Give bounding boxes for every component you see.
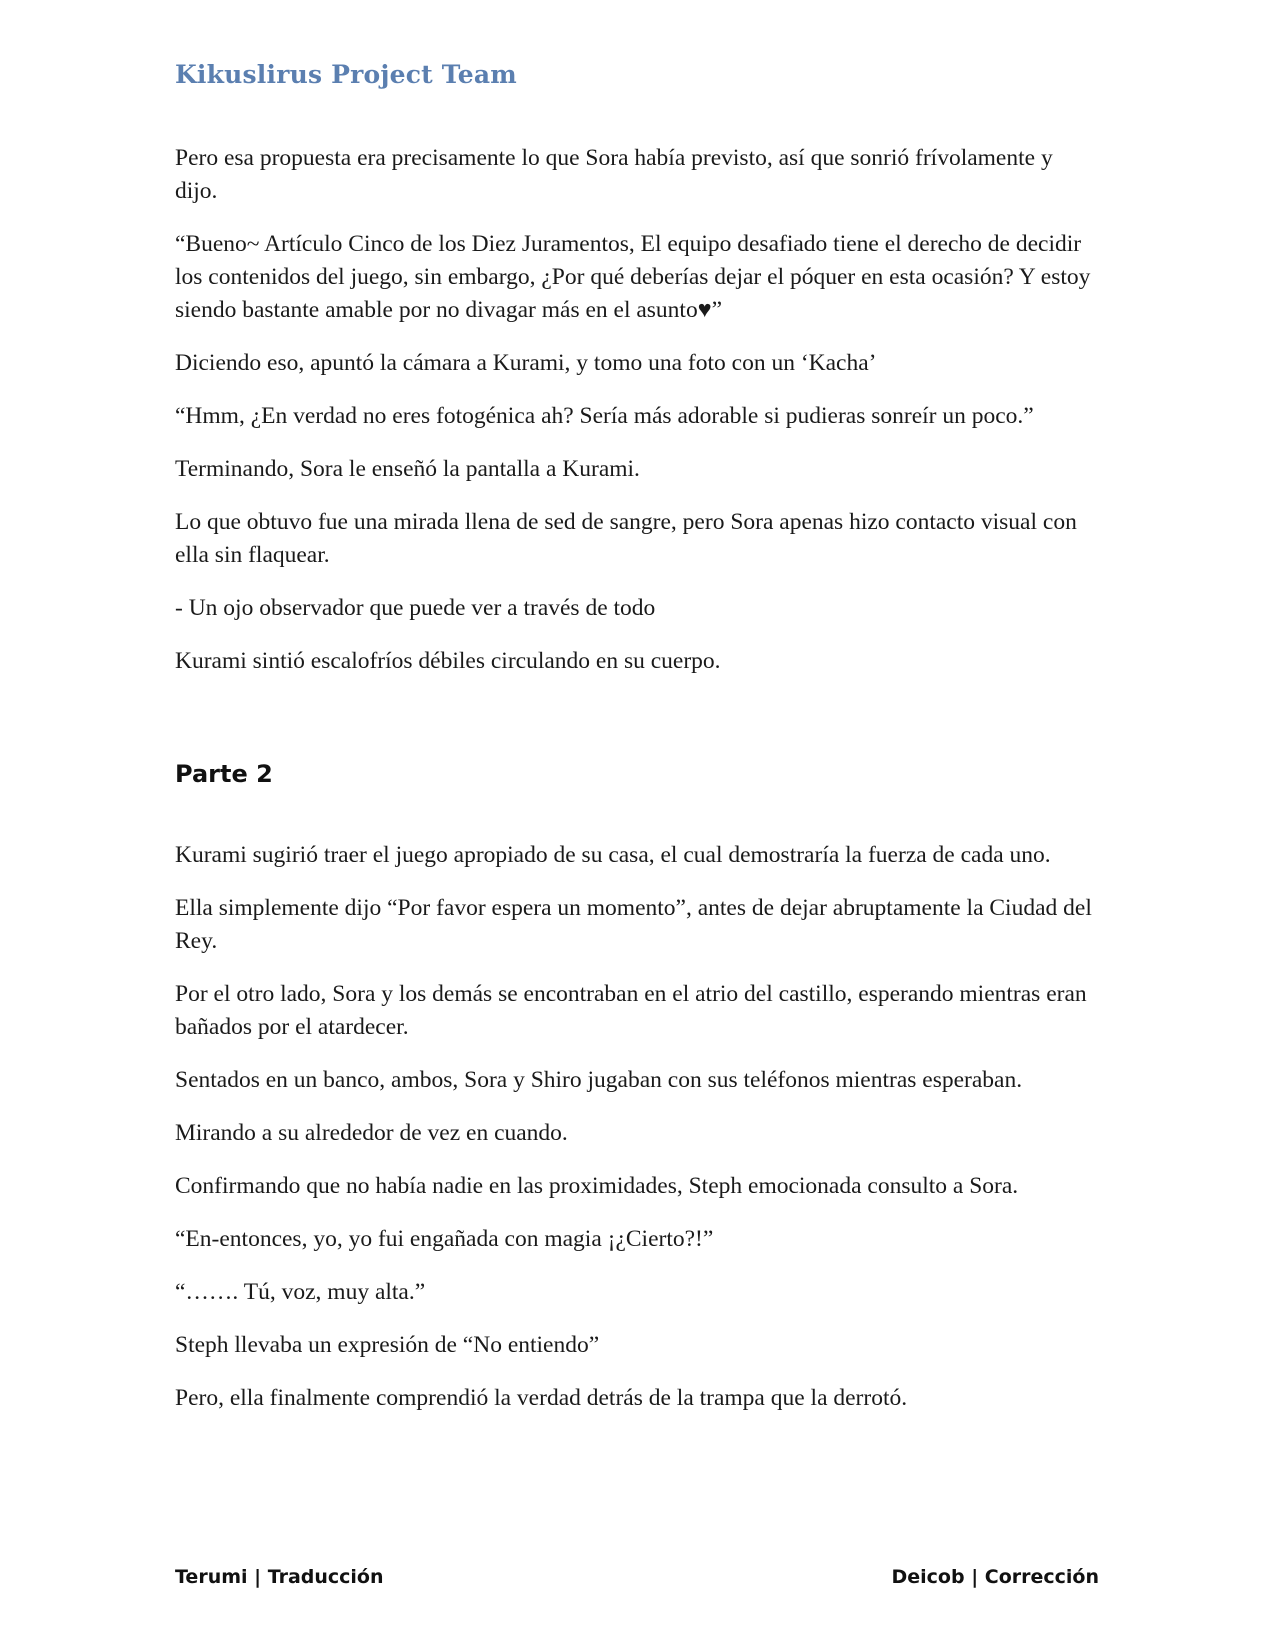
paragraph: - Un ojo observador que puede ver a través de todo: [175, 595, 656, 621]
paragraph: “……. Tú, voz, muy alta.”: [175, 1279, 426, 1305]
paragraph: “Hmm, ¿En verdad no eres fotogénica ah? Sería más adorable si pudieras sonreír un poco.”: [175, 403, 1034, 429]
paragraph: “Bueno~ Artículo Cinco de los Diez Juramentos, El equipo desafiado tiene el derecho de decidir los contenidos del juego, sin embargo, ¿Por qué deberías dejar el póquer en esta ocasión? Y estoy siendo bastante amable por no divagar más en el asunto♥”: [175, 231, 1091, 323]
footer-credit-translation: Terumi | Traducción: [175, 1566, 384, 1588]
paragraph: Mirando a su alrededor de vez en cuando.: [175, 1120, 568, 1146]
paragraph: “En-entonces, yo, yo fui engañada con magia ¡¿Cierto?!”: [175, 1226, 714, 1252]
section-1-body: [175, 142, 1100, 698]
paragraph: Pero, ella finalmente comprendió la verdad detrás de la trampa que la derrotó.: [175, 1385, 908, 1411]
paragraph: Sentados en un banco, ambos, Sora y Shiro jugaban con sus teléfonos mientras esperaban.: [175, 1067, 1023, 1093]
paragraph: Diciendo eso, apuntó la cámara a Kurami, y tomo una foto con un ‘Kacha’: [175, 350, 877, 376]
paragraph: Lo que obtuvo fue una mirada llena de sed de sangre, pero Sora apenas hizo contacto visual con ella sin flaquear.: [175, 509, 1077, 568]
footer-credit-correction: Deicob | Corrección: [891, 1566, 1099, 1588]
paragraph: Pero esa propuesta era precisamente lo que Sora había previsto, así que sonrió frívolamente y dijo.: [175, 145, 1053, 204]
header-title: Kikuslirus Project Team: [175, 60, 517, 89]
section-heading: Parte 2: [175, 760, 273, 788]
paragraph: Por el otro lado, Sora y los demás se encontraban en el atrio del castillo, esperando mientras eran bañados por el atardecer.: [175, 981, 1087, 1040]
paragraph: Ella simplemente dijo “Por favor espera un momento”, antes de dejar abruptamente la Ciudad del Rey.: [175, 895, 1092, 954]
paragraph: Kurami sugirió traer el juego apropiado de su casa, el cual demostraría la fuerza de cada uno.: [175, 842, 1051, 868]
paragraph: Confirmando que no había nadie en las proximidades, Steph emocionada consulto a Sora.: [175, 1173, 1019, 1199]
paragraph: Steph llevaba un expresión de “No entiendo”: [175, 1332, 600, 1358]
paragraph: Kurami sintió escalofríos débiles circulando en su cuerpo.: [175, 648, 721, 674]
section-2-body: [175, 839, 1100, 1435]
paragraph: Terminando, Sora le enseñó la pantalla a Kurami.: [175, 456, 640, 482]
